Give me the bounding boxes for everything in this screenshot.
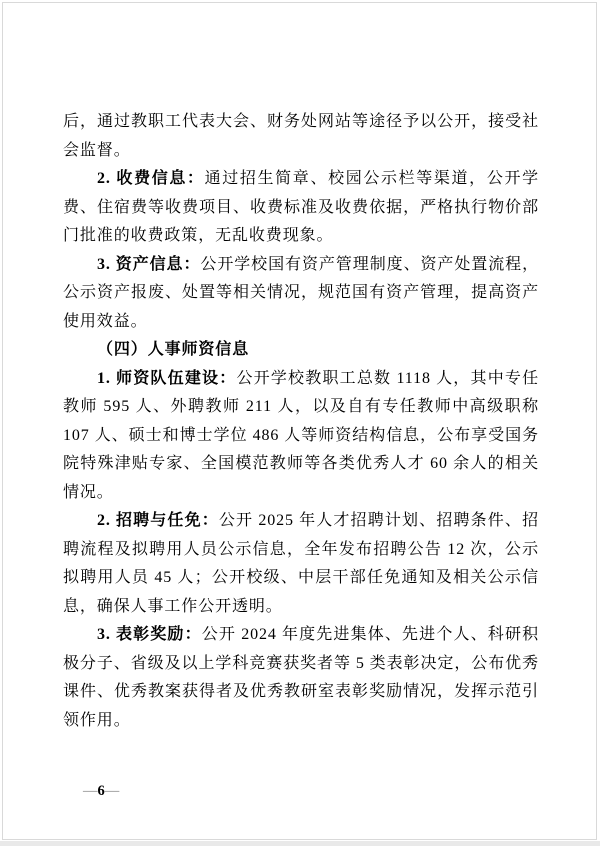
page-gap	[0, 841, 600, 846]
page-number-right-dash: —	[104, 783, 120, 799]
paragraph: 1. 师资队伍建设：公开学校教职工总数 1118 人，其中专任教师 595 人、外聘教师 211 人，以及自有专任教师中高级职称 107 人、硕士和博士学位 486 人等师资结构信息，公布享受国务院特殊津贴专家、全国模范教师等各类优秀人才 60 余人的相关情况。	[63, 369, 539, 501]
paragraph-lead: 2. 收费信息：	[97, 170, 205, 187]
page-number	[83, 781, 119, 801]
paragraph-lead: 1. 师资队伍建设：	[97, 369, 237, 387]
paragraph: 3. 资产信息：公开学校国有资产管理制度、资产处置流程，公示资产报废、处置等相关情况，规范国有资产管理，提高资产使用效益。	[63, 255, 539, 330]
paragraph-lead: 2. 招聘与任免：	[97, 512, 219, 529]
paragraph: 2. 招聘与任免：公开 2025 年人才招聘计划、招聘条件、招聘流程及拟聘用人员公示信息，全年发布招聘公告 12 次，公示拟聘用人员 45 人；公开校级、中层干部任免通知及相关公示信息，确保人事工作公开透明。	[63, 512, 539, 615]
document-content	[63, 108, 539, 735]
paragraph-lead: 3. 资产信息：	[97, 255, 201, 273]
page-number-left-dash: —	[83, 783, 98, 799]
paragraph: 2. 收费信息：通过招生简章、校园公示栏等渠道，公开学费、住宿费等收费项目、收费标准及收费依据，严格执行物价部门批准的收费政策，无乱收费现象。	[63, 170, 539, 244]
document-page	[2, 2, 597, 840]
section-heading: （四）人事师资信息	[97, 341, 250, 358]
paragraph: 后，通过教职工代表大会、财务处网站等途径予以公开，接受社会监督。	[63, 113, 539, 159]
paragraph: 3. 表彰奖励：公开 2024 年度先进集体、先进个人、科研积极分子、省级及以上学科竞赛获奖者等 5 类表彰决定，公布优秀课件、优秀教案获得者及优秀教研室表彰奖励情况，发挥示范引领作用。	[63, 626, 540, 729]
paragraph-lead: 3. 表彰奖励：	[97, 626, 202, 643]
page-number-value: 6	[97, 783, 105, 799]
